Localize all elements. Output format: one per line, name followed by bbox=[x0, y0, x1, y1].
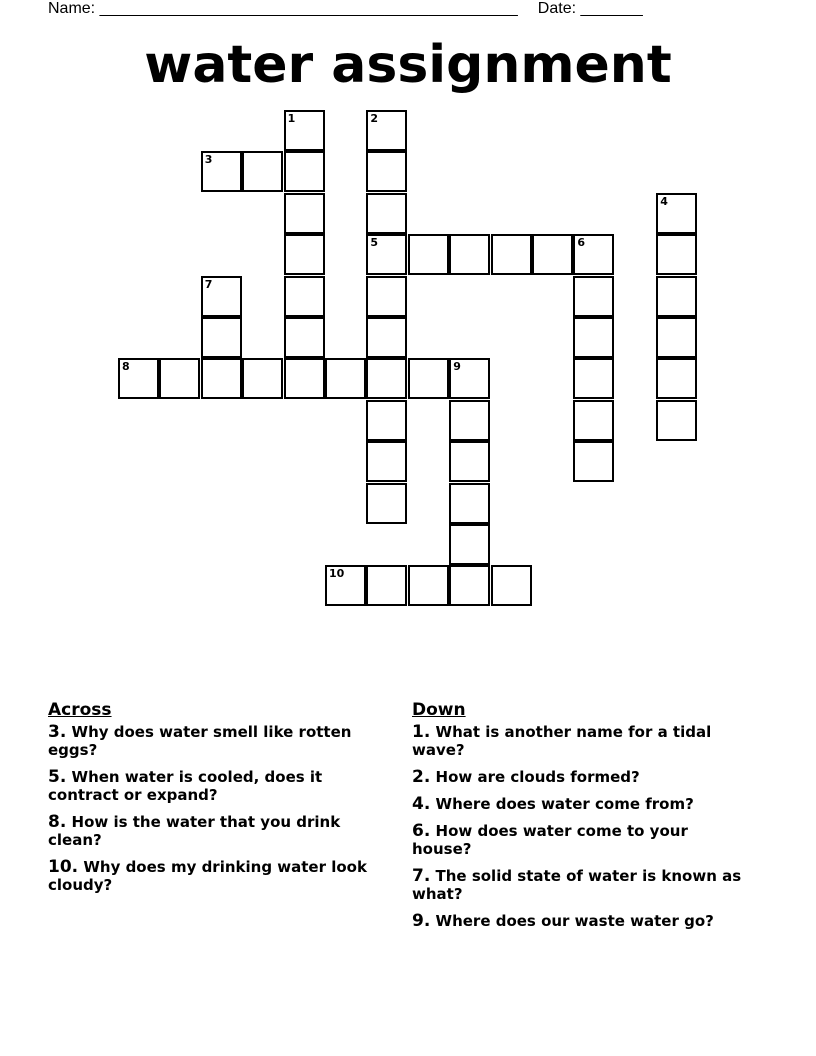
grid-cell[interactable] bbox=[573, 441, 614, 482]
clue-number: 10. bbox=[48, 857, 79, 877]
grid-cell[interactable] bbox=[656, 276, 697, 317]
grid-cell[interactable] bbox=[408, 565, 449, 606]
name-field-label[interactable]: Name: _______________________________________________ bbox=[48, 0, 518, 17]
grid-cell[interactable] bbox=[656, 400, 697, 441]
clue-text: Why does water smell like rotten eggs? bbox=[48, 723, 352, 759]
grid-cell[interactable] bbox=[201, 358, 242, 399]
grid-cell[interactable] bbox=[201, 151, 242, 192]
clue-text: Where does our waste water go? bbox=[430, 912, 714, 930]
grid-cell[interactable] bbox=[408, 234, 449, 275]
grid-cell[interactable] bbox=[573, 276, 614, 317]
clue-text: How are clouds formed? bbox=[430, 768, 640, 786]
grid-cell[interactable] bbox=[449, 483, 490, 524]
clue-number: 1 bbox=[287, 112, 296, 125]
grid-cell[interactable] bbox=[284, 110, 325, 151]
clue-number: 5. bbox=[48, 767, 67, 787]
clue-text: What is another name for a tidal wave? bbox=[412, 723, 712, 759]
grid-cell[interactable] bbox=[532, 234, 573, 275]
grid-cell[interactable] bbox=[573, 358, 614, 399]
grid-cell[interactable] bbox=[449, 524, 490, 565]
grid-cell[interactable] bbox=[201, 276, 242, 317]
grid-cell[interactable] bbox=[201, 317, 242, 358]
grid-cell[interactable] bbox=[491, 565, 532, 606]
down-clues bbox=[412, 700, 752, 939]
grid-cell[interactable] bbox=[118, 358, 159, 399]
grid-cell[interactable] bbox=[656, 193, 697, 234]
grid-cell[interactable] bbox=[159, 358, 200, 399]
grid-cell[interactable] bbox=[449, 441, 490, 482]
grid-cell[interactable] bbox=[573, 317, 614, 358]
clue-number: 7 bbox=[204, 277, 213, 291]
grid-cell[interactable] bbox=[366, 358, 407, 399]
grid-cell[interactable] bbox=[325, 358, 366, 399]
page-title: water assignment bbox=[144, 35, 672, 95]
grid-cell[interactable] bbox=[366, 565, 407, 606]
clue-text: Why does my drinking water look cloudy? bbox=[48, 858, 367, 894]
grid-cell[interactable] bbox=[284, 317, 325, 358]
grid-cell[interactable] bbox=[449, 400, 490, 441]
grid-cell[interactable] bbox=[366, 483, 407, 524]
grid-cell[interactable] bbox=[491, 234, 532, 275]
down-clue bbox=[412, 822, 752, 858]
grid-cell[interactable] bbox=[366, 276, 407, 317]
across-clue bbox=[48, 858, 388, 894]
grid-cell[interactable] bbox=[656, 317, 697, 358]
grid-cell[interactable] bbox=[284, 151, 325, 192]
clue-number: 6 bbox=[577, 236, 586, 250]
grid-cell[interactable] bbox=[366, 441, 407, 482]
clue-text: How is the water that you drink clean? bbox=[48, 813, 341, 849]
clue-number: 10 bbox=[329, 567, 345, 581]
grid-cell[interactable] bbox=[284, 358, 325, 399]
grid-cell[interactable] bbox=[449, 234, 490, 275]
clue-number: 3. bbox=[48, 722, 67, 742]
clue-text: The solid state of water is known as what? bbox=[412, 867, 742, 903]
clue-number: 7. bbox=[412, 866, 431, 886]
grid-cell[interactable] bbox=[242, 358, 283, 399]
down-clue-list bbox=[412, 723, 752, 930]
across-clue bbox=[48, 768, 388, 804]
grid-cell[interactable] bbox=[366, 151, 407, 192]
clue-text: How does water come to your house? bbox=[412, 822, 688, 858]
across-clues bbox=[48, 700, 388, 903]
clue-number: 3 bbox=[204, 153, 213, 167]
grid-cell[interactable] bbox=[449, 565, 490, 606]
grid-cell[interactable] bbox=[366, 317, 407, 358]
across-heading: Across bbox=[48, 700, 112, 720]
clue-number: 9 bbox=[453, 360, 461, 374]
clue-number: 2. bbox=[412, 767, 431, 787]
grid-cell[interactable] bbox=[408, 358, 449, 399]
down-clue bbox=[412, 768, 752, 786]
across-clue bbox=[48, 813, 388, 849]
down-clue bbox=[412, 867, 752, 903]
down-clue bbox=[412, 912, 752, 930]
grid-cell[interactable] bbox=[284, 193, 325, 234]
clue-number: 5 bbox=[370, 236, 379, 250]
clue-number: 6. bbox=[412, 821, 431, 841]
grid-cell[interactable] bbox=[366, 400, 407, 441]
down-clue bbox=[412, 723, 752, 759]
grid-cell[interactable] bbox=[284, 276, 325, 317]
clue-number: 4. bbox=[412, 794, 431, 814]
grid-cell[interactable] bbox=[573, 400, 614, 441]
grid-cell[interactable] bbox=[366, 234, 407, 275]
clue-text: When water is cooled, does it contract or expand? bbox=[48, 768, 323, 804]
clue-number: 9. bbox=[412, 911, 431, 931]
across-clue bbox=[48, 723, 388, 759]
clue-number: 8. bbox=[48, 812, 67, 832]
grid-cell[interactable] bbox=[284, 234, 325, 275]
grid-cell[interactable] bbox=[366, 193, 407, 234]
grid-cell[interactable] bbox=[656, 358, 697, 399]
grid-cell[interactable] bbox=[242, 151, 283, 192]
clue-number: 2 bbox=[370, 112, 379, 125]
across-clue-list bbox=[48, 723, 388, 894]
grid-cell[interactable] bbox=[449, 358, 490, 399]
clue-number: 8 bbox=[122, 360, 130, 374]
grid-cell[interactable] bbox=[573, 234, 614, 275]
grid-cell[interactable] bbox=[325, 565, 366, 606]
clue-text: Where does water come from? bbox=[430, 795, 694, 813]
down-heading: Down bbox=[412, 700, 466, 720]
grid-cell[interactable] bbox=[366, 110, 407, 151]
grid-cell[interactable] bbox=[656, 234, 697, 275]
clue-number: 4 bbox=[660, 194, 668, 208]
date-field-label[interactable]: Date: _______ bbox=[537, 0, 643, 17]
down-clue bbox=[412, 795, 752, 813]
clue-number: 1. bbox=[412, 722, 431, 742]
